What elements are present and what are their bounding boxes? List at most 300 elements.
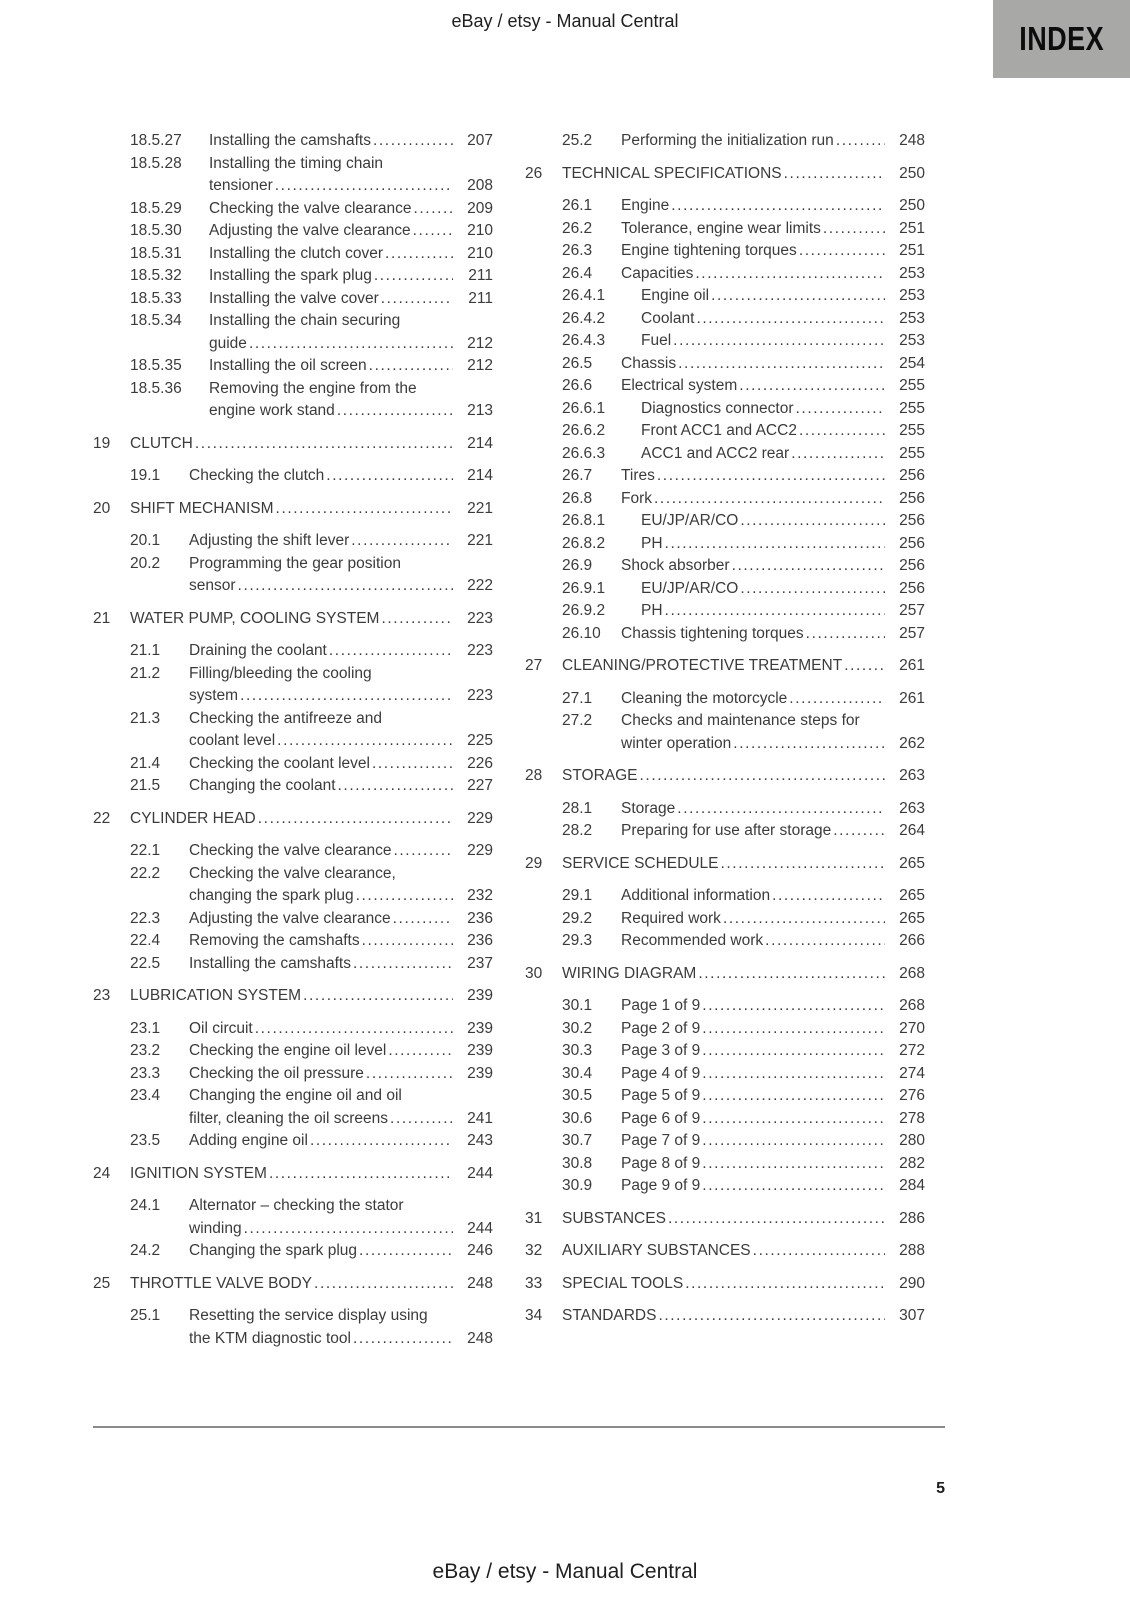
toc-entry-row — [93, 775, 493, 798]
toc-entry-number: 22.1 — [130, 842, 161, 859]
toc-entry-title: Adjusting the valve clearance — [209, 222, 411, 239]
toc-page-ref: 253 — [899, 309, 925, 327]
toc-entry-title: Installing the timing chain — [209, 154, 384, 172]
toc-entry-number: 26.6.3 — [562, 444, 606, 462]
toc-entry-number: 22.3 — [130, 909, 161, 927]
toc-entry-row — [525, 908, 925, 931]
page-header-title: eBay / etsy - Manual Central — [451, 11, 679, 31]
toc-page-ref: 214 — [467, 434, 493, 452]
toc-entry-lastline — [641, 398, 925, 421]
dot-leader — [711, 285, 885, 308]
toc-entry-title: EU/JP/AR/CO — [641, 512, 739, 529]
toc-page-ref: 270 — [899, 1019, 925, 1037]
toc-page-ref: 213 — [467, 402, 493, 419]
toc-entry-lastline — [621, 1040, 925, 1063]
toc-page-ref: 207 — [467, 132, 493, 149]
toc-entry-title: Diagnostics connector — [641, 399, 794, 417]
toc-entry-number: 26.2 — [562, 219, 593, 237]
toc-entry-title: Capacities — [621, 264, 694, 282]
toc-entry-lastline — [621, 240, 925, 263]
toc-entry-body — [621, 820, 925, 843]
toc-entry-row — [525, 1153, 925, 1176]
toc-entry-lastline — [209, 175, 493, 198]
toc-entry-lastline — [189, 575, 493, 598]
toc-entry-row — [525, 1175, 925, 1198]
toc-entry-lastline — [562, 163, 925, 186]
dot-leader — [277, 730, 453, 753]
toc-page-ref: 256 — [899, 512, 925, 529]
toc-page-ref: 266 — [899, 932, 925, 949]
index-badge — [993, 0, 1130, 78]
dot-leader — [337, 400, 453, 423]
toc-entry-number: 18.5.33 — [130, 289, 182, 307]
dot-leader — [255, 1018, 453, 1041]
table-of-contents — [93, 130, 925, 1350]
toc-entry-body — [641, 578, 925, 601]
toc-entry-body — [130, 498, 493, 521]
toc-entry-title: Adding engine oil — [189, 1132, 308, 1149]
toc-entry-lastline — [621, 488, 925, 511]
toc-entry-body — [189, 530, 493, 553]
toc-entry-body — [189, 953, 493, 976]
toc-page-ref: 255 — [899, 444, 925, 462]
toc-entry-number: 26.4 — [562, 264, 593, 282]
toc-entry-row — [93, 243, 493, 266]
toc-entry-title: Checking the oil pressure — [189, 1064, 364, 1082]
toc-entry-number: 23 — [93, 987, 111, 1004]
toc-page-ref: 246 — [467, 1242, 493, 1259]
toc-page-ref: 255 — [899, 422, 925, 439]
toc-entry-lastline — [621, 1130, 925, 1153]
toc-entry-body — [562, 1240, 925, 1263]
toc-page-ref: 248 — [467, 1274, 493, 1292]
toc-entry-lastline — [641, 330, 925, 353]
toc-column-left — [93, 130, 493, 1350]
dot-leader — [806, 623, 885, 646]
toc-entry-title: CLEANING/PROTECTIVE TREATMENT — [562, 657, 843, 674]
toc-entry-lastline — [130, 608, 493, 631]
toc-entry-lastline — [209, 198, 493, 221]
toc-entry-title: Cleaning the motorcycle — [621, 689, 788, 707]
toc-entry-body — [641, 510, 925, 533]
toc-entry-lastline — [621, 1153, 925, 1176]
toc-entry-title: Installing the spark plug — [209, 267, 372, 284]
dot-leader — [393, 908, 453, 931]
toc-entry-body — [621, 930, 925, 953]
toc-entry-body — [130, 808, 493, 831]
toc-chapter-row — [93, 433, 493, 456]
toc-entry-lastline — [189, 1063, 493, 1086]
dot-leader — [362, 930, 453, 953]
dot-leader — [678, 353, 885, 376]
dot-leader — [695, 263, 885, 286]
toc-entry-title: Page 4 of 9 — [621, 1064, 701, 1082]
dot-leader — [381, 608, 453, 631]
page-number: 5 — [936, 1480, 945, 1497]
toc-entry-lastline — [209, 243, 493, 266]
dot-leader — [276, 498, 453, 521]
toc-entry-title: SPECIAL TOOLS — [562, 1274, 684, 1292]
toc-entry-title: Installing the camshafts — [209, 132, 371, 149]
dot-leader — [702, 995, 885, 1018]
dot-leader — [353, 1328, 453, 1351]
toc-entry-row — [525, 623, 925, 646]
toc-entry-row — [525, 1085, 925, 1108]
toc-entry-lastline — [189, 953, 493, 976]
toc-entry-number: 30.9 — [562, 1177, 593, 1194]
toc-entry-row — [525, 465, 925, 488]
toc-entry-row — [93, 930, 493, 953]
toc-entry-number: 26.9.1 — [562, 579, 606, 597]
toc-page-ref: 276 — [899, 1087, 925, 1104]
toc-entry-title: Changing the spark plug — [189, 1242, 358, 1259]
toc-entry-number: 26.10 — [562, 624, 601, 642]
toc-page-ref: 256 — [899, 534, 925, 552]
toc-entry-number: 27.2 — [562, 712, 593, 729]
dot-leader — [385, 243, 453, 266]
toc-chapter-row — [93, 985, 493, 1008]
toc-entry-title: Engine — [621, 197, 670, 214]
toc-entry-row — [93, 953, 493, 976]
toc-entry-number: 22.5 — [130, 954, 161, 972]
toc-entry-number: 26.6.2 — [562, 422, 606, 439]
toc-entry-title: Fork — [621, 489, 652, 507]
toc-page-ref: 244 — [467, 1164, 493, 1182]
toc-entry-number: 34 — [525, 1307, 543, 1324]
toc-entry-title: winding — [189, 1219, 242, 1237]
toc-entry-body — [621, 1153, 925, 1176]
toc-entry-row — [93, 840, 493, 863]
toc-entry-number: 24 — [93, 1164, 111, 1182]
toc-entry-number: 30.3 — [562, 1042, 593, 1059]
toc-page-ref: 253 — [899, 287, 925, 304]
toc-entry-row — [93, 708, 493, 753]
toc-entry-title: SUBSTANCES — [562, 1209, 666, 1227]
toc-entry-body — [209, 355, 493, 378]
toc-entry-body — [641, 420, 925, 443]
toc-entry-body — [562, 765, 925, 788]
toc-entry-body — [621, 688, 925, 711]
toc-entry-number: 23.2 — [130, 1042, 161, 1059]
toc-entry-title: Checking the valve clearance — [209, 199, 412, 217]
toc-entry-row — [93, 378, 493, 423]
toc-page-ref: 254 — [899, 354, 925, 372]
toc-entry-title: Additional information — [621, 887, 771, 904]
toc-entry-title: Installing the chain securing — [209, 312, 401, 329]
toc-entry-number: 22 — [93, 809, 111, 827]
toc-page-ref: 229 — [467, 809, 493, 827]
toc-entry-body — [189, 1195, 493, 1240]
dot-leader — [329, 640, 453, 663]
toc-page-ref: 256 — [899, 579, 925, 597]
toc-entry-number: 25 — [93, 1274, 111, 1292]
toc-entry-number: 25.2 — [562, 132, 593, 149]
toc-page-ref: 237 — [467, 954, 493, 972]
toc-entry-title: Recommended work — [621, 932, 764, 949]
toc-entry-lastline — [189, 640, 493, 663]
toc-entry-lastline — [621, 623, 925, 646]
toc-entry-number: 27.1 — [562, 689, 593, 707]
toc-entry-title: TECHNICAL SPECIFICATIONS — [562, 164, 782, 182]
dot-leader — [823, 218, 885, 241]
toc-entry-title: Preparing for use after storage — [621, 822, 832, 839]
toc-entry-body — [130, 1273, 493, 1296]
toc-entry-title: LUBRICATION SYSTEM — [130, 987, 302, 1004]
dot-leader — [338, 775, 453, 798]
dot-leader — [799, 420, 885, 443]
toc-entry-body — [621, 1108, 925, 1131]
toc-page-ref: 214 — [467, 467, 493, 484]
toc-entry-body — [130, 1163, 493, 1186]
toc-entry-title: Removing the camshafts — [189, 932, 360, 949]
toc-entry-body — [621, 195, 925, 218]
toc-entry-title: Shock absorber — [621, 557, 730, 574]
toc-entry-body — [621, 465, 925, 488]
toc-entry-title: Changing the engine oil and oil — [189, 1087, 402, 1104]
toc-entry-number: 26.8.2 — [562, 534, 606, 552]
toc-entry-lastline — [621, 1108, 925, 1131]
toc-entry-lastline — [562, 963, 925, 986]
toc-entry-body — [621, 240, 925, 263]
toc-entry-row — [525, 375, 925, 398]
toc-entry-title: Page 1 of 9 — [621, 997, 701, 1014]
toc-entry-body — [621, 353, 925, 376]
toc-entry-body — [621, 1040, 925, 1063]
toc-page-ref: 248 — [467, 1329, 493, 1347]
toc-entry-row — [525, 130, 925, 153]
dot-leader — [658, 1305, 885, 1328]
dot-leader — [275, 175, 453, 198]
toc-entry-number: 26.6.1 — [562, 399, 606, 417]
toc-page-ref: 253 — [899, 332, 925, 349]
toc-entry-title: Page 5 of 9 — [621, 1087, 701, 1104]
toc-entry-lastline — [562, 1240, 925, 1263]
dot-leader — [772, 885, 885, 908]
toc-entry-row — [525, 218, 925, 241]
toc-entry-number: 23.5 — [130, 1132, 161, 1149]
toc-entry-number: 22.2 — [130, 864, 161, 882]
toc-entry-lastline — [621, 195, 925, 218]
dot-leader — [833, 820, 885, 843]
toc-entry-title: Checking the valve clearance, — [189, 864, 396, 882]
toc-entry-body — [641, 533, 925, 556]
toc-entry-body — [562, 1208, 925, 1231]
toc-entry-lastline — [209, 288, 493, 311]
toc-page-ref: 288 — [899, 1242, 925, 1259]
toc-entry-row — [93, 1130, 493, 1153]
toc-entry-title: Installing the clutch cover — [209, 244, 384, 262]
toc-entry-number: 28.1 — [562, 799, 593, 817]
toc-page-ref: 286 — [899, 1209, 925, 1227]
toc-entry-number: 28.2 — [562, 822, 593, 839]
toc-entry-body — [621, 218, 925, 241]
dot-leader — [665, 533, 885, 556]
toc-entry-body — [189, 708, 493, 753]
toc-page-ref: 229 — [467, 842, 493, 859]
toc-entry-title: Electrical system — [621, 377, 738, 394]
dot-leader — [258, 808, 453, 831]
toc-entry-number: 18.5.36 — [130, 379, 182, 397]
toc-page-ref: 262 — [899, 734, 925, 752]
toc-entry-row — [525, 330, 925, 353]
toc-entry-row — [93, 753, 493, 776]
toc-entry-number: 18.5.34 — [130, 312, 182, 329]
toc-entry-number: 18.5.29 — [130, 199, 182, 217]
toc-page-ref: 236 — [467, 932, 493, 949]
toc-entry-number: 29.3 — [562, 932, 593, 949]
toc-entry-number: 30 — [525, 964, 543, 982]
toc-entry-number: 20.1 — [130, 532, 161, 549]
toc-entry-number: 26.9 — [562, 557, 593, 574]
toc-page-ref: 239 — [467, 1064, 493, 1082]
toc-entry-number: 29.2 — [562, 909, 593, 927]
toc-entry-row — [93, 265, 493, 288]
toc-entry-number: 26.1 — [562, 197, 593, 214]
toc-entry-title: Required work — [621, 909, 721, 927]
toc-page-ref: 209 — [467, 199, 493, 217]
toc-entry-row — [525, 285, 925, 308]
toc-entry-lastline — [189, 1218, 493, 1241]
toc-entry-lastline — [130, 1273, 493, 1296]
toc-entry-lastline — [641, 308, 925, 331]
toc-page-ref: 210 — [467, 244, 493, 262]
toc-entry-lastline — [641, 420, 925, 443]
toc-entry-row — [525, 578, 925, 601]
toc-entry-row — [93, 153, 493, 198]
toc-entry-title: Tires — [621, 467, 655, 484]
toc-entry-row — [93, 1085, 493, 1130]
toc-entry-row — [525, 195, 925, 218]
toc-entry-title: Draining the coolant — [189, 642, 327, 659]
toc-page-ref: 241 — [467, 1109, 493, 1127]
toc-page-ref: 250 — [899, 164, 925, 182]
toc-entry-lastline — [621, 263, 925, 286]
toc-page-ref: 265 — [899, 909, 925, 927]
toc-entry-row — [525, 1130, 925, 1153]
toc-entry-row — [525, 688, 925, 711]
toc-entry-body — [189, 753, 493, 776]
toc-entry-lastline — [189, 1108, 493, 1131]
dot-leader — [359, 1240, 453, 1263]
dot-leader — [702, 1175, 885, 1198]
dot-leader — [244, 1218, 453, 1241]
toc-page-ref: 223 — [467, 642, 493, 659]
toc-page-ref: 239 — [467, 1042, 493, 1059]
toc-page-ref: 256 — [899, 557, 925, 574]
toc-entry-number: 20 — [93, 499, 111, 517]
dot-leader — [702, 1085, 885, 1108]
toc-page-ref: 221 — [467, 499, 493, 517]
toc-entry-body — [641, 285, 925, 308]
toc-entry-number: 24.1 — [130, 1197, 161, 1214]
toc-entry-title: Alternator – checking the stator — [189, 1197, 404, 1214]
toc-entry-lastline — [189, 685, 493, 708]
toc-entry-number: 23.1 — [130, 1019, 161, 1037]
toc-entry-title: PH — [641, 534, 663, 552]
toc-entry-title: Adjusting the valve clearance — [189, 909, 391, 927]
toc-entry-title: Checking the antifreeze and — [189, 709, 383, 727]
dot-leader — [696, 308, 885, 331]
toc-entry-number: 18.5.27 — [130, 132, 182, 149]
toc-entry-body — [130, 985, 493, 1008]
toc-entry-lastline — [621, 353, 925, 376]
toc-page-ref: 261 — [899, 689, 925, 707]
dot-leader — [381, 288, 453, 311]
dot-leader — [249, 333, 453, 356]
toc-entry-row — [525, 263, 925, 286]
toc-entry-row — [525, 930, 925, 953]
toc-entry-number: 26.8 — [562, 489, 593, 507]
toc-chapter-row — [525, 1305, 925, 1328]
toc-entry-row — [525, 420, 925, 443]
toc-entry-body — [621, 1130, 925, 1153]
toc-entry-body — [621, 798, 925, 821]
toc-entry-title: Engine tightening torques — [621, 242, 797, 259]
dot-leader — [702, 1153, 885, 1176]
dot-leader — [836, 130, 885, 153]
toc-entry-lastline — [621, 375, 925, 398]
toc-chapter-row — [525, 1240, 925, 1263]
toc-entry-title: Removing the engine from the — [209, 379, 417, 397]
toc-page-ref: 208 — [467, 177, 493, 194]
toc-entry-body — [130, 608, 493, 631]
toc-entry-number: 29 — [525, 854, 543, 872]
toc-entry-lastline — [621, 1018, 925, 1041]
toc-entry-lastline — [641, 533, 925, 556]
toc-entry-number: 22.4 — [130, 932, 161, 949]
toc-entry-row — [525, 488, 925, 511]
toc-page-ref: 264 — [899, 822, 925, 839]
toc-entry-number: 19.1 — [130, 467, 161, 484]
toc-entry-lastline — [189, 908, 493, 931]
toc-entry-number: 21.2 — [130, 664, 161, 682]
toc-chapter-row — [525, 655, 925, 678]
toc-entry-row — [93, 288, 493, 311]
toc-entry-title: Storage — [621, 799, 676, 817]
toc-entry-title: CYLINDER HEAD — [130, 809, 256, 827]
toc-entry-number: 18.5.28 — [130, 154, 182, 172]
toc-entry-row — [525, 1063, 925, 1086]
page-footer-title: eBay / etsy - Manual Central — [432, 1560, 698, 1583]
toc-entry-row — [93, 1305, 493, 1350]
dot-leader — [685, 1273, 885, 1296]
toc-entry-row — [525, 353, 925, 376]
dot-leader — [844, 655, 885, 678]
toc-entry-title: Fuel — [641, 332, 672, 349]
toc-entry-title: Checking the clutch — [189, 467, 325, 484]
dot-leader — [702, 1108, 885, 1131]
toc-entry-body — [621, 908, 925, 931]
toc-page-ref: 256 — [899, 489, 925, 507]
toc-entry-body — [621, 130, 925, 153]
toc-entry-lastline — [562, 1208, 925, 1231]
dot-leader — [238, 575, 453, 598]
toc-page-ref: 243 — [467, 1132, 493, 1149]
toc-entry-lastline — [209, 130, 493, 153]
toc-column-right — [525, 130, 925, 1350]
dot-leader — [393, 840, 453, 863]
toc-entry-row — [525, 1040, 925, 1063]
toc-entry-row — [525, 600, 925, 623]
toc-entry-body — [621, 995, 925, 1018]
dot-leader — [353, 953, 453, 976]
toc-page-ref: 223 — [467, 687, 493, 704]
toc-entry-lastline — [621, 465, 925, 488]
toc-entry-title: PH — [641, 602, 663, 619]
toc-entry-lastline — [621, 995, 925, 1018]
dot-leader — [374, 265, 453, 288]
dot-leader — [269, 1163, 453, 1186]
